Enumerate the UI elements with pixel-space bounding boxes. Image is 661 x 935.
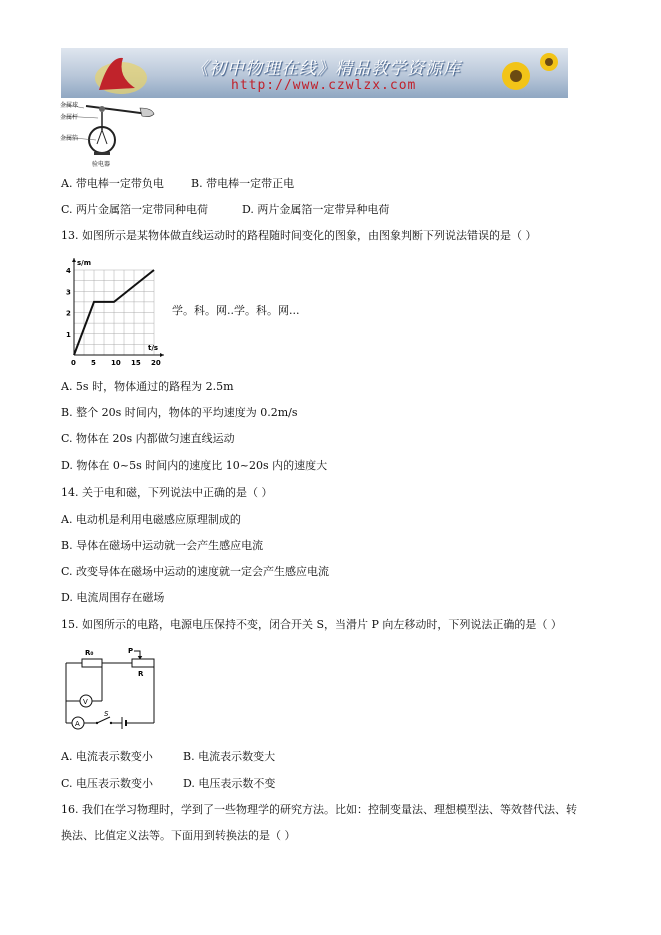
label-s: S <box>104 710 109 718</box>
q13-option-d: D. 物体在 0~5s 时间内的速度比 10~20s 内的速度大 <box>61 459 328 472</box>
chart-svg <box>60 250 170 368</box>
x-tick-label: 0 <box>71 359 76 367</box>
q15-option-a: A. 电流表示数变小 <box>61 750 153 763</box>
q16-stem-line2: 换法、比值定义法等。下面用到转换法的是（ ） <box>61 829 296 842</box>
label-p: P <box>128 647 134 655</box>
q15-stem: 15. 如图所示的电路，电源电压保持不变，闭合开关 S，当滑片 P 向左移动时，下列说法正确的是（ ） <box>61 618 562 631</box>
header-banner <box>61 48 568 98</box>
y-axis-arrow <box>72 258 76 262</box>
q14-option-d: D. 电流周围存在磁场 <box>61 591 165 604</box>
electroscope-figure <box>60 100 155 170</box>
banner-title: 《初中物理在线》精品教学资源库 <box>191 59 461 79</box>
x-axis-label: t/s <box>148 344 159 352</box>
label-electroscope: 验电器 <box>92 161 111 168</box>
y-tick-label: 4 <box>66 267 71 275</box>
q12-option-c: C. 两片金属箔一定带同种电荷 <box>61 203 209 216</box>
q15-circuit <box>60 643 160 733</box>
y-tick-label: 1 <box>66 330 71 339</box>
label-metal-rod: 金属杆 <box>60 114 79 121</box>
q15-option-d: D. 电压表示数不变 <box>183 777 276 790</box>
q14-option-c: C. 改变导体在磁场中运动的速度就一定会产生感应电流 <box>61 565 330 578</box>
q13-option-a: A. 5s 时，物体通过的路程为 2.5m <box>61 380 234 393</box>
x-tick-label: 10 <box>111 359 121 367</box>
q15-option-c: C. 电压表示数变小 <box>61 777 154 790</box>
banner-url: http://www.czwlzx.com <box>231 78 417 93</box>
circuit-diagram <box>60 643 160 733</box>
y-axis-label: s/m <box>77 259 92 267</box>
x-axis-arrow <box>160 353 164 357</box>
q13-option-b: B. 整个 20s 时间内，物体的平均速度为 0.2m/s <box>61 406 298 419</box>
q16-stem-line1: 16. 我们在学习物理时，学到了一些物理学的研究方法。比如：控制变量法、理想模型法、等效替代法、转 <box>61 803 577 816</box>
label-metal-foil: 金属箔 <box>60 135 79 142</box>
q12-option-d: D. 两片金属箔一定带异种电荷 <box>242 203 390 216</box>
label-metal-ball: 金属球 <box>60 102 79 109</box>
x-tick-label: 20 <box>151 359 161 367</box>
resistor-r0 <box>82 659 102 667</box>
q14-option-b: B. 导体在磁场中运动就一会产生感应电流 <box>61 539 264 552</box>
y-tick-label: 2 <box>66 309 71 318</box>
q15-option-b: B. 电流表示数变大 <box>183 750 276 763</box>
q13-option-c: C. 物体在 20s 内都做匀速直线运动 <box>61 432 235 445</box>
y-tick-label: 3 <box>66 288 71 297</box>
label-r: R <box>138 670 144 678</box>
x-tick-label: 15 <box>131 359 141 367</box>
label-r0: R₀ <box>85 649 94 657</box>
q12-option-b: B. 带电棒一定带正电 <box>191 177 295 190</box>
q13-chart <box>60 250 170 368</box>
rheostat-r <box>132 659 154 667</box>
label-v: V <box>83 698 88 706</box>
label-a: A <box>75 720 80 728</box>
q12-option-a: A. 带电棒一定带负电 <box>61 177 164 190</box>
q14-option-a: A. 电动机是利用电磁感应原理制成的 <box>61 513 241 526</box>
q13-watermark: 学。科。网..学。科。网... <box>172 304 300 317</box>
x-tick-label: 5 <box>91 359 96 367</box>
q13-stem: 13. 如图所示是某物体做直线运动时的路程随时间变化的图象，由图象判断下列说法错误的是（ ） <box>61 229 537 242</box>
q14-stem: 14. 关于电和磁，下列说法中正确的是（ ） <box>61 486 273 499</box>
